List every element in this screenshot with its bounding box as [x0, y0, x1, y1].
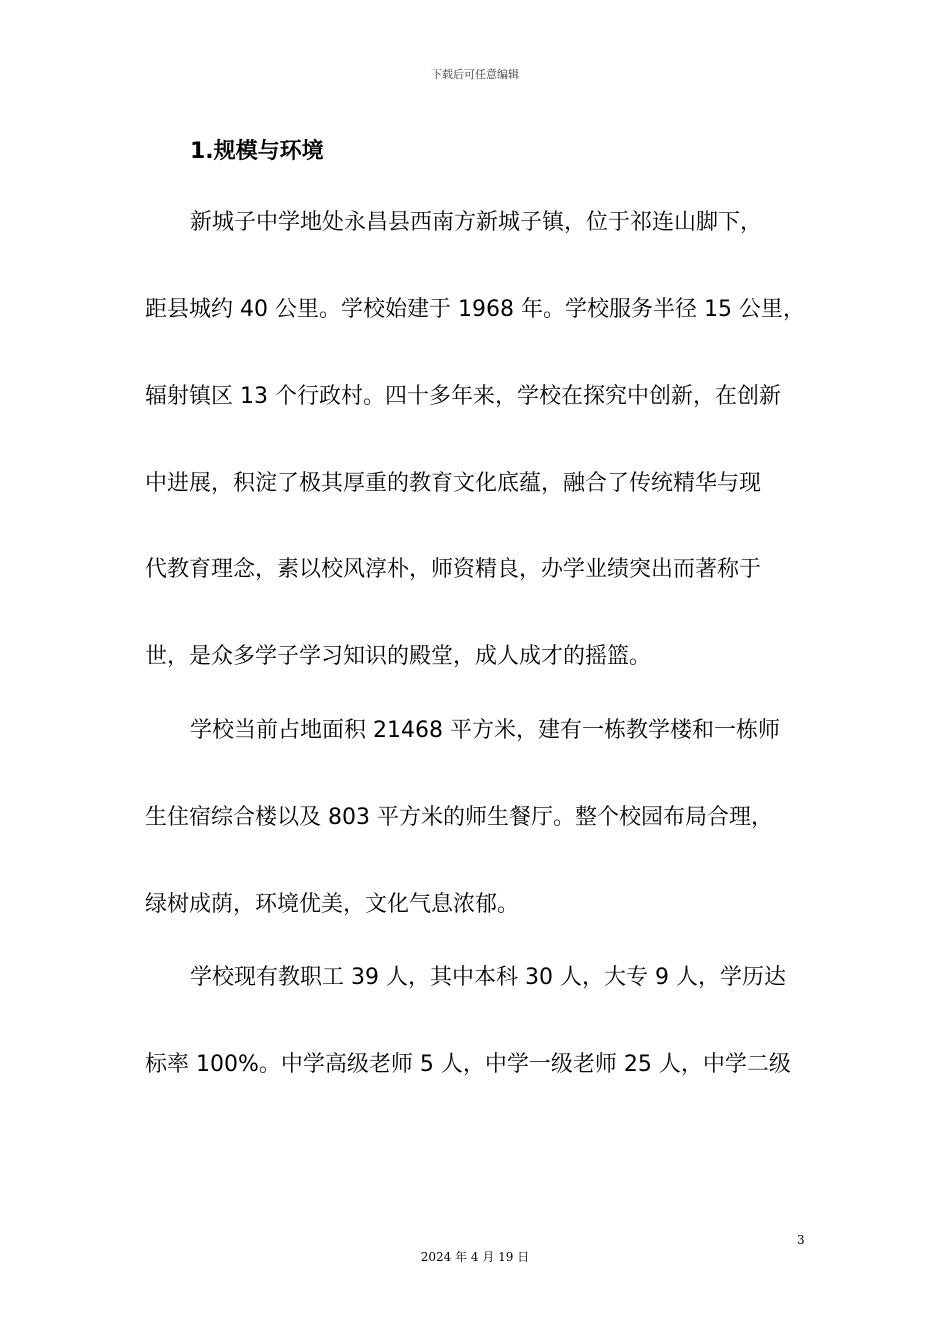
paragraph-line: 学校现有教职工 39 人，其中本科 30 人，大专 9 人，学历达 [190, 965, 786, 990]
paragraph-line: 世，是众多学子学习知识的殿堂，成人成才的摇篮。 [145, 644, 652, 669]
paragraph-line: 距县城约 40 公里。学校始建于 1968 年。学校服务半径 15 公里， [145, 297, 805, 322]
paragraph-line: 辐射镇区 13 个行政村。四十多年来，学校在探究中创新，在创新 [145, 384, 781, 409]
paragraph-line: 新城子中学地处永昌县西南方新城子镇，位于祁连山脚下， [190, 210, 763, 235]
page-header: 下载后可任意编辑 [431, 68, 519, 81]
paragraph-line: 生住宿综合楼以及 803 平方米的师生餐厅。整个校园布局合理， [145, 805, 773, 830]
paragraph-line: 学校当前占地面积 21468 平方米，建有一栋教学楼和一栋师 [190, 718, 780, 743]
paragraph-line: 标率 100%。中学高级老师 5 人，中学一级老师 25 人，中学二级 [145, 1052, 791, 1077]
section-heading: 1.规模与环境 [190, 139, 324, 164]
paragraph-line: 绿树成荫，环境优美，文化气息浓郁。 [145, 892, 520, 917]
footer-date: 2024 年 4 月 19 日 [420, 1250, 530, 1264]
paragraph-line: 中进展，积淀了极其厚重的教育文化底蕴，融合了传统精华与现 [145, 471, 762, 496]
paragraph-line: 代教育理念，素以校风淳朴，师资精良，办学业绩突出而著称于 [145, 557, 762, 582]
page-number: 3 [797, 1233, 805, 1247]
